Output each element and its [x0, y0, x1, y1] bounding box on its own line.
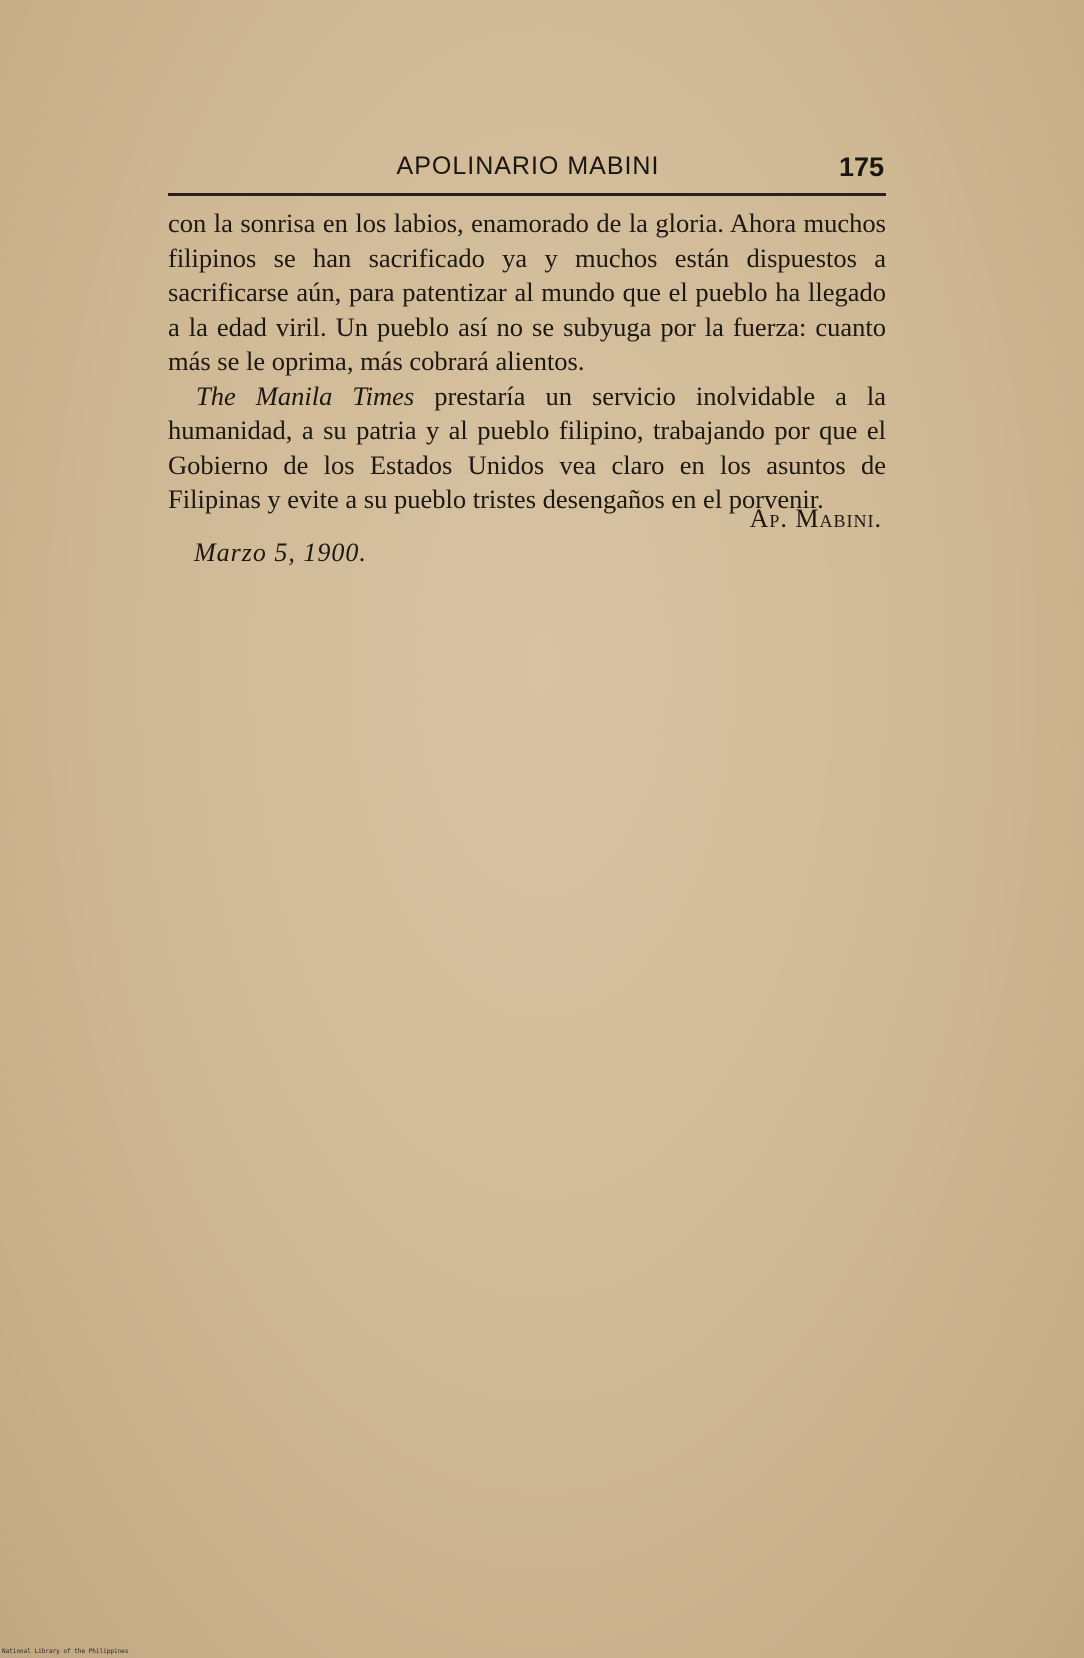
paragraph-2-text: prestaría un servicio inolvidable a la humanidad, a su patria y al pueblo filipino, trabajando por que el Gobierno de los Estados Unidos vea claro en los asuntos de Filipinas y evite a su pueblo tristes desengaños en el porvenir.: [168, 380, 886, 514]
paragraph-1: con la sonrisa en los labios, enamorado de la gloria. Ahora muchos filipinos se han sacrificado ya y muchos están dispuestos a sacrificarse aún, para patentizar al mundo que el pueblo ha llegado a la edad viril. Un pueblo así no se subyuga por la fuerza: cuanto más se le oprima, más cobrará alientos.: [168, 208, 886, 376]
running-head: [168, 148, 888, 192]
header-rule: [168, 193, 886, 196]
signature: Ap. Mabini.: [749, 504, 882, 533]
page-number: 175: [838, 152, 884, 182]
newspaper-title: The Manila Times: [196, 380, 415, 411]
footer-credit: National Library of the Philippines: [2, 1648, 129, 1655]
paragraph-2: [168, 379, 886, 517]
running-title: APOLINARIO MABINI: [396, 152, 660, 180]
dateline: Marzo 5, 1900.: [194, 538, 367, 567]
body-text: [168, 206, 886, 517]
